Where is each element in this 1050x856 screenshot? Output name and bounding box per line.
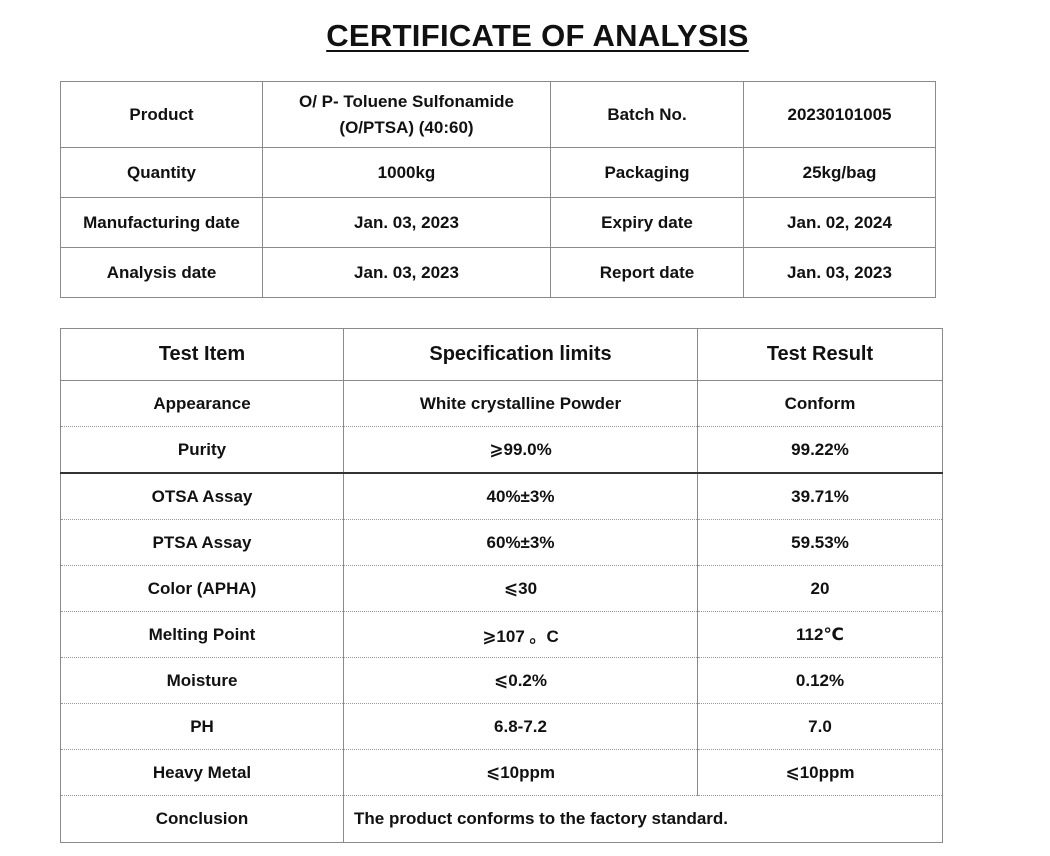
info-row-product: [61, 82, 936, 148]
test-item: Moisture: [61, 658, 344, 704]
test-spec: ⩽0.2%: [344, 658, 698, 704]
test-result: ⩽10ppm: [698, 750, 943, 796]
test-spec: 60%±3%: [344, 520, 698, 566]
test-item: Melting Point: [61, 612, 344, 658]
test-result: 0.12%: [698, 658, 943, 704]
test-spec: 6.8-7.2: [344, 704, 698, 750]
table-row: [61, 750, 943, 796]
test-item: PTSA Assay: [61, 520, 344, 566]
test-spec: 40%±3%: [344, 473, 698, 520]
expiry-date-label: Expiry date: [551, 198, 744, 248]
test-item: Appearance: [61, 381, 344, 427]
header-test-result: Test Result: [698, 329, 943, 381]
packaging-value: 25kg/bag: [744, 148, 936, 198]
analysis-date-label: Analysis date: [61, 248, 263, 298]
test-spec: ⩾99.0%: [344, 427, 698, 474]
manufacturing-date-value: Jan. 03, 2023: [263, 198, 551, 248]
document-title-text: CERTIFICATE OF ANALYSIS: [326, 18, 749, 53]
batch-value: 20230101005: [744, 82, 936, 148]
table-row: [61, 658, 943, 704]
quantity-label: Quantity: [61, 148, 263, 198]
test-result: Conform: [698, 381, 943, 427]
product-value-line1: O/ P- Toluene Sulfonamide: [298, 91, 515, 111]
product-info-table: [60, 81, 936, 298]
batch-label: Batch No.: [551, 82, 744, 148]
test-result: 39.71%: [698, 473, 943, 520]
table-row: [61, 612, 943, 658]
conclusion-text: The product conforms to the factory standard.: [344, 796, 943, 843]
test-spec: White crystalline Powder: [344, 381, 698, 427]
test-item: OTSA Assay: [61, 473, 344, 520]
table-row: [61, 381, 943, 427]
info-row-analysis: [61, 248, 936, 298]
test-result: 99.22%: [698, 427, 943, 474]
info-row-quantity: [61, 148, 936, 198]
product-label: Product: [61, 82, 263, 148]
table-row: [61, 566, 943, 612]
analysis-date-value: Jan. 03, 2023: [263, 248, 551, 298]
table-row: [61, 427, 943, 474]
test-item: Color (APHA): [61, 566, 344, 612]
test-spec: ⩽30: [344, 566, 698, 612]
test-results-table: [60, 328, 943, 843]
test-result: 59.53%: [698, 520, 943, 566]
test-result: 112℃: [698, 612, 943, 658]
product-value-line2: (O/PTSA) (40:60): [339, 117, 474, 137]
test-result: 7.0: [698, 704, 943, 750]
quantity-value: 1000kg: [263, 148, 551, 198]
product-value: [263, 82, 551, 148]
packaging-label: Packaging: [551, 148, 744, 198]
test-item: Purity: [61, 427, 344, 474]
table-row: [61, 704, 943, 750]
table-row: [61, 473, 943, 520]
test-spec: ⩽10ppm: [344, 750, 698, 796]
manufacturing-date-label: Manufacturing date: [61, 198, 263, 248]
test-item: PH: [61, 704, 344, 750]
test-item: Heavy Metal: [61, 750, 344, 796]
header-test-item: Test Item: [61, 329, 344, 381]
test-table-header: [61, 329, 943, 381]
conclusion-label: Conclusion: [61, 796, 344, 843]
report-date-label: Report date: [551, 248, 744, 298]
document-title: [0, 18, 1050, 54]
test-spec: ⩾107 。C: [344, 612, 698, 658]
table-row: [61, 520, 943, 566]
test-result: 20: [698, 566, 943, 612]
info-row-manufacturing: [61, 198, 936, 248]
report-date-value: Jan. 03, 2023: [744, 248, 936, 298]
expiry-date-value: Jan. 02, 2024: [744, 198, 936, 248]
header-specification-limits: Specification limits: [344, 329, 698, 381]
conclusion-row: [61, 796, 943, 843]
